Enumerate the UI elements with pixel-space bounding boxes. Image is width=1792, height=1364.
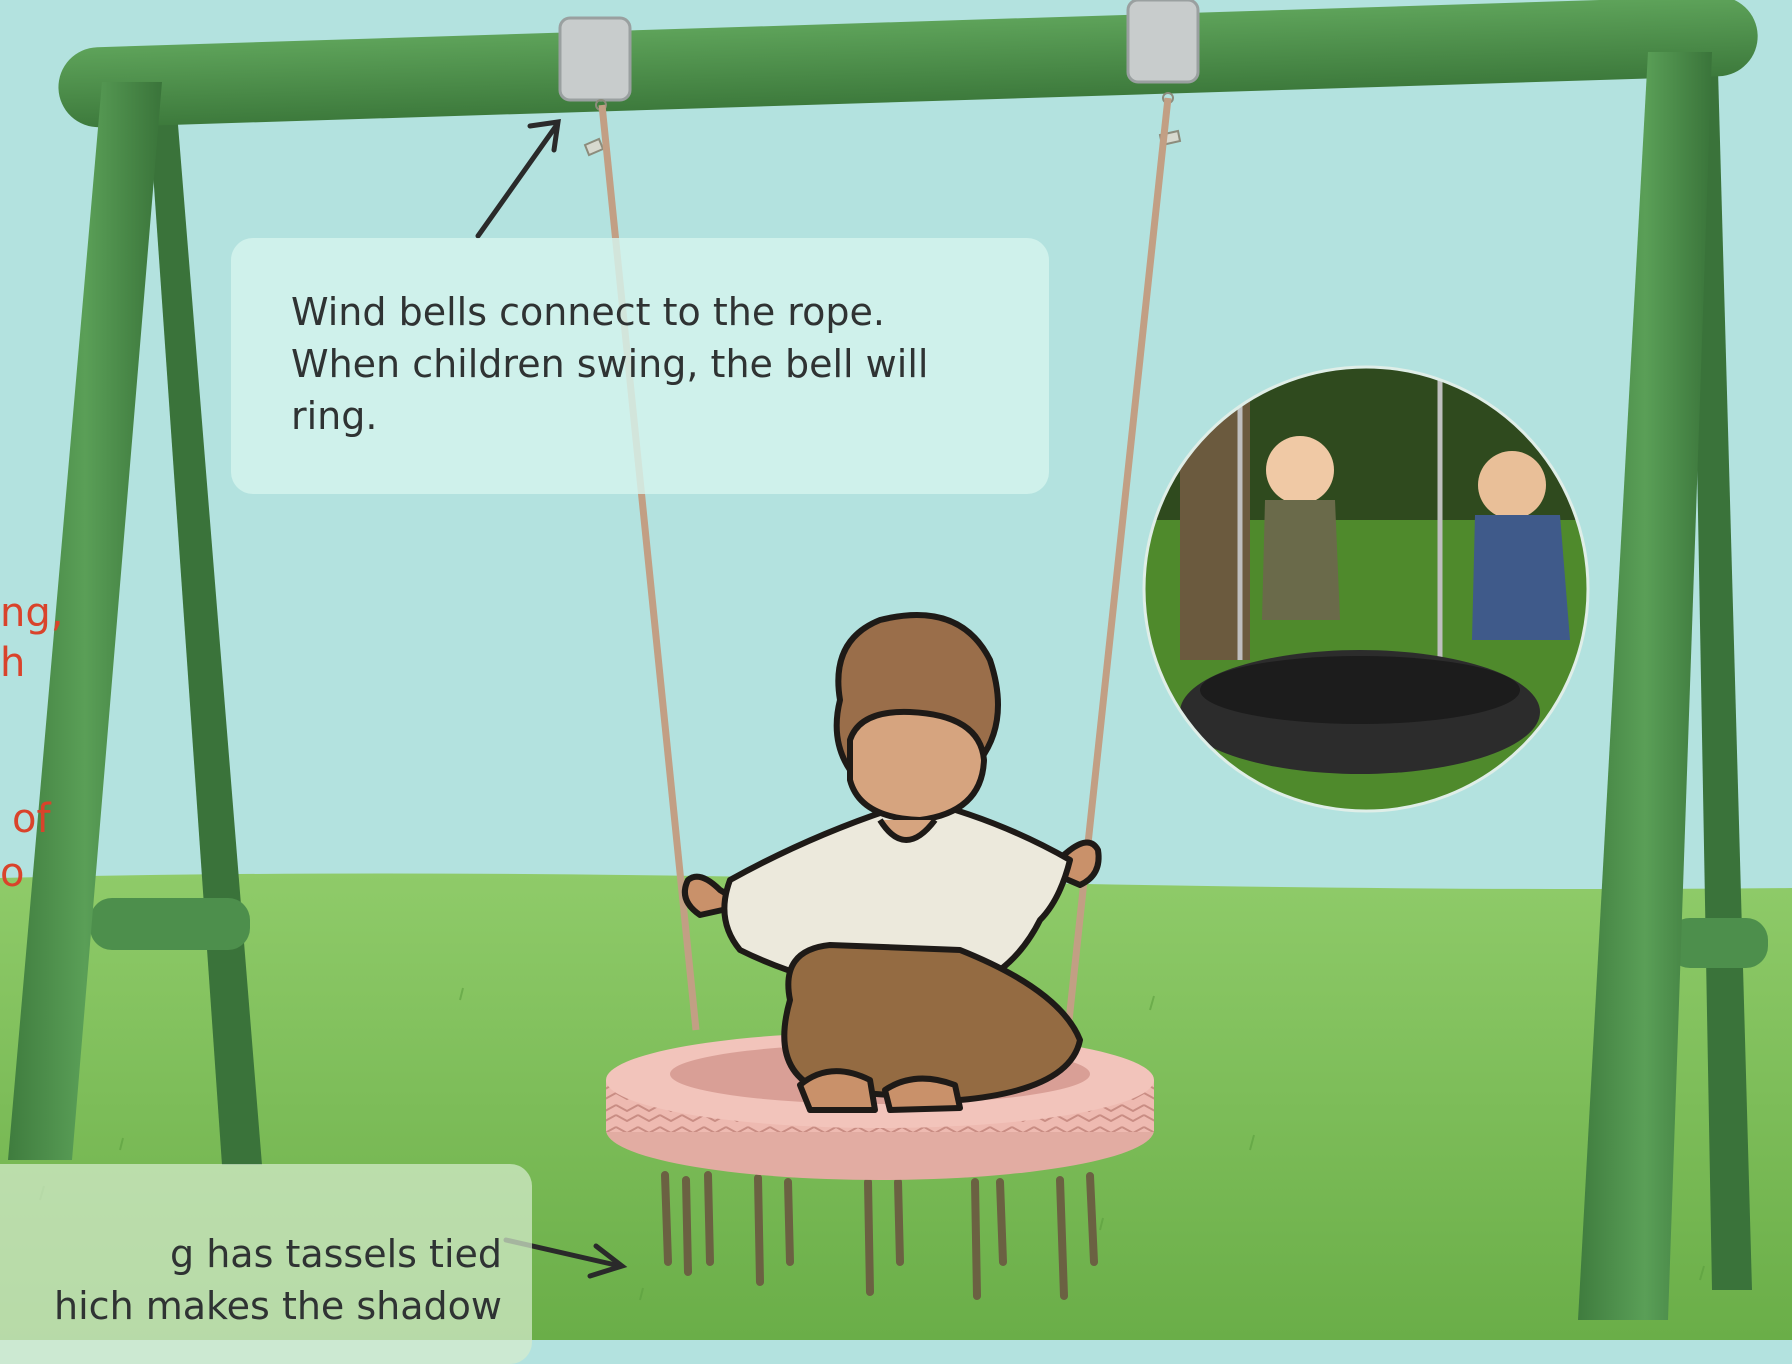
annotation-wind-bells bbox=[231, 238, 1049, 494]
cut-off-text-line: h bbox=[0, 640, 26, 686]
annotation-tassels-line-1: g has tassels tied bbox=[170, 1232, 502, 1276]
annotation-tassels-line-2: hich makes the shadow bbox=[54, 1284, 502, 1328]
rope-clamp-right bbox=[1128, 0, 1198, 82]
cut-off-text-line: of bbox=[12, 796, 51, 842]
annotation-tassels bbox=[0, 1164, 532, 1364]
annotation-wind-bells-text: Wind bells connect to the rope. When children swing, the bell will ring. bbox=[291, 290, 929, 438]
cut-off-text-line: o bbox=[0, 850, 25, 896]
swing-frame-crossbar-left bbox=[90, 898, 250, 950]
rope-clamp-left bbox=[560, 18, 630, 100]
swing-frame-crossbar-right bbox=[1668, 918, 1768, 968]
cut-off-text-line: ng, bbox=[0, 590, 64, 636]
